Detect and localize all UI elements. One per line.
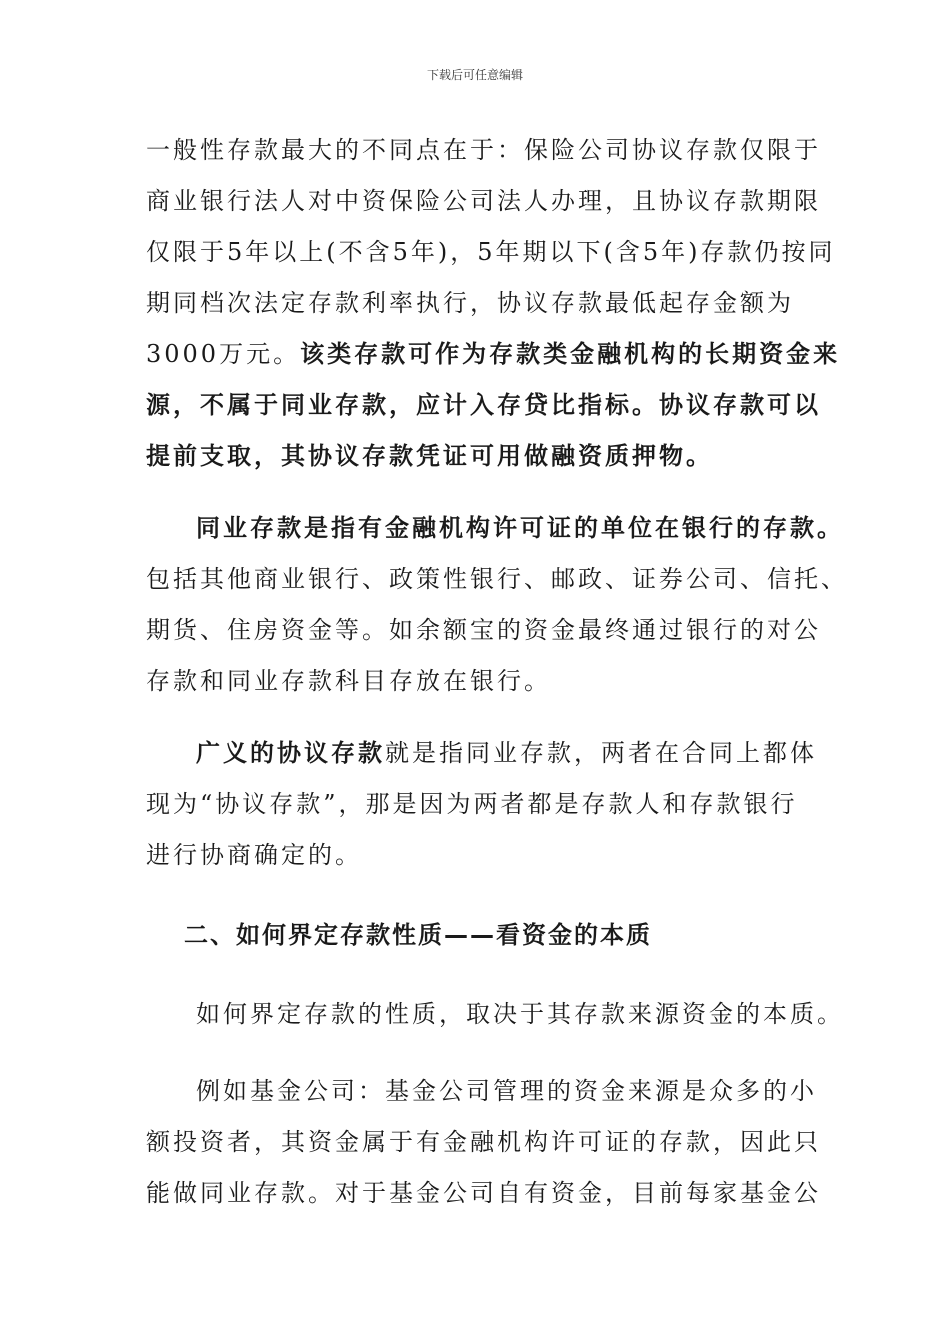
text-line-bold: 源，不属于同业存款，应计入存贷比指标。协议存款可以 — [146, 391, 821, 419]
text-line: 如何界定存款的性质，取决于其存款来源资金的本质。 — [196, 1000, 844, 1028]
text-bold: 广义的协议存款 — [196, 739, 385, 767]
paragraph-define-nature — [146, 989, 844, 1040]
text-normal: 3000万元。 — [146, 340, 301, 368]
text-line: 包括其他商业银行、政策性银行、邮政、证券公司、信托、 — [146, 565, 848, 593]
page-header-note: 下载后可任意编辑 — [426, 68, 523, 82]
paragraph-insurance-deposit — [146, 125, 841, 482]
text-line: 商业银行法人对中资保险公司法人办理，且协议存款期限 — [146, 187, 821, 215]
paragraph-fund-company-example — [146, 1066, 821, 1219]
text-line: 额投资者，其资金属于有金融机构许可证的存款，因此只 — [146, 1128, 821, 1156]
text-line-bold: 同业存款是指有金融机构许可证的单位在银行的存款。 — [196, 514, 844, 542]
text-line: 现为“协议存款”，那是因为两者都是存款人和存款银行 — [146, 790, 798, 818]
text-line: 存款和同业存款科目存放在银行。 — [146, 667, 551, 695]
text-line: 一般性存款最大的不同点在于：保险公司协议存款仅限于 — [146, 136, 821, 164]
text-line-bold: 提前支取，其协议存款凭证可用做融资质押物。 — [146, 442, 713, 470]
text-normal: 就是指同业存款，两者在合同上都体 — [385, 739, 817, 767]
text-line — [146, 329, 841, 380]
paragraph-broad-agreement-deposit — [146, 728, 817, 881]
text-line — [146, 728, 817, 779]
text-line: 例如基金公司：基金公司管理的资金来源是众多的小 — [196, 1077, 817, 1105]
text-bold: 该类存款可作为存款类金融机构的长期资金来 — [300, 340, 841, 368]
text-line: 仅限于5年以上(不含5年)，5年期以下(含5年)存款仍按同 — [146, 238, 836, 266]
text-line: 进行协商确定的。 — [146, 841, 362, 869]
text-line: 能做同业存款。对于基金公司自有资金，目前每家基金公 — [146, 1179, 821, 1207]
section-heading: 二、如何界定存款性质——看资金的本质 — [184, 921, 652, 949]
text-line: 期货、住房资金等。如余额宝的资金最终通过银行的对公 — [146, 616, 821, 644]
paragraph-interbank-deposit — [146, 503, 848, 707]
text-line: 期同档次法定存款利率执行，协议存款最低起存金额为 — [146, 289, 794, 317]
